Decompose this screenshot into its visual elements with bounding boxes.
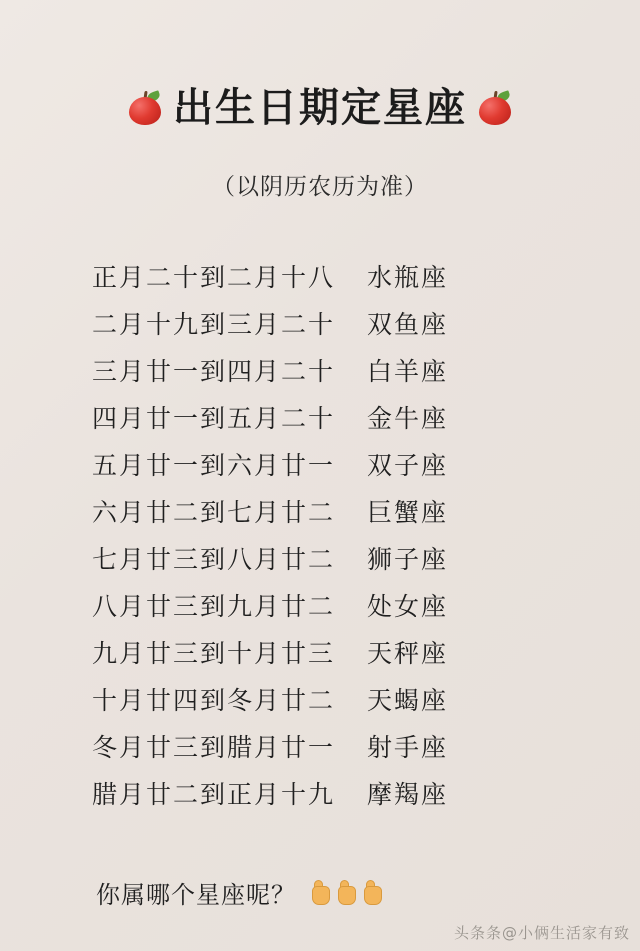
date-range: 六月廿二到七月廿二 xyxy=(92,498,336,527)
table-row xyxy=(92,446,552,493)
footer-question: 你属哪个星座呢？ xyxy=(96,881,296,909)
date-range: 二月十九到三月二十 xyxy=(92,310,336,339)
zodiac-sign: 巨蟹座 xyxy=(367,498,449,527)
watermark-text: 头条条@小俩生活家有致 xyxy=(453,924,630,942)
table-row xyxy=(92,634,552,681)
table-row xyxy=(92,399,552,446)
zodiac-sign: 双鱼座 xyxy=(367,310,449,339)
table-row xyxy=(92,587,552,634)
date-range: 冬月廿三到腊月廿一 xyxy=(92,733,336,762)
table-row xyxy=(92,493,552,540)
date-range: 三月廿一到四月二十 xyxy=(92,357,336,386)
date-range: 十月廿四到冬月廿二 xyxy=(92,686,336,715)
zodiac-sign: 处女座 xyxy=(367,592,449,621)
raised-hand-icon xyxy=(362,880,384,906)
zodiac-table xyxy=(92,258,552,822)
zodiac-sign: 白羊座 xyxy=(367,357,449,386)
apple-icon xyxy=(477,91,513,125)
date-range: 四月廿一到五月二十 xyxy=(92,404,336,433)
date-range: 七月廿三到八月廿二 xyxy=(92,545,336,574)
date-range: 八月廿三到九月廿二 xyxy=(92,592,336,621)
footer-question-row xyxy=(96,875,384,910)
apple-icon xyxy=(127,91,163,125)
zodiac-sign: 水瓶座 xyxy=(367,263,449,292)
raised-hand-icon xyxy=(310,880,332,906)
raised-hand-icon xyxy=(336,880,358,906)
hand-icon-group xyxy=(310,880,384,906)
page-subtitle: （以阴历农历为准） xyxy=(212,174,428,200)
page-title: 出生日期定星座 xyxy=(173,85,467,131)
table-row xyxy=(92,681,552,728)
watermark xyxy=(454,922,630,943)
title-row xyxy=(0,85,640,131)
table-row xyxy=(92,775,552,822)
table-row xyxy=(92,540,552,587)
zodiac-sign: 狮子座 xyxy=(367,545,449,574)
date-range: 五月廿一到六月廿一 xyxy=(92,451,336,480)
table-row xyxy=(92,258,552,305)
zodiac-sign: 双子座 xyxy=(367,451,449,480)
zodiac-sign: 天蝎座 xyxy=(367,686,449,715)
zodiac-sign: 金牛座 xyxy=(367,404,449,433)
date-range: 九月廿三到十月廿三 xyxy=(92,639,336,668)
date-range: 腊月廿二到正月十九 xyxy=(92,780,336,809)
table-row xyxy=(92,728,552,775)
table-row xyxy=(92,305,552,352)
table-row xyxy=(92,352,552,399)
zodiac-sign: 天秤座 xyxy=(367,639,449,668)
zodiac-sign: 摩羯座 xyxy=(367,780,449,809)
date-range: 正月二十到二月十八 xyxy=(92,263,336,292)
zodiac-sign: 射手座 xyxy=(367,733,449,762)
